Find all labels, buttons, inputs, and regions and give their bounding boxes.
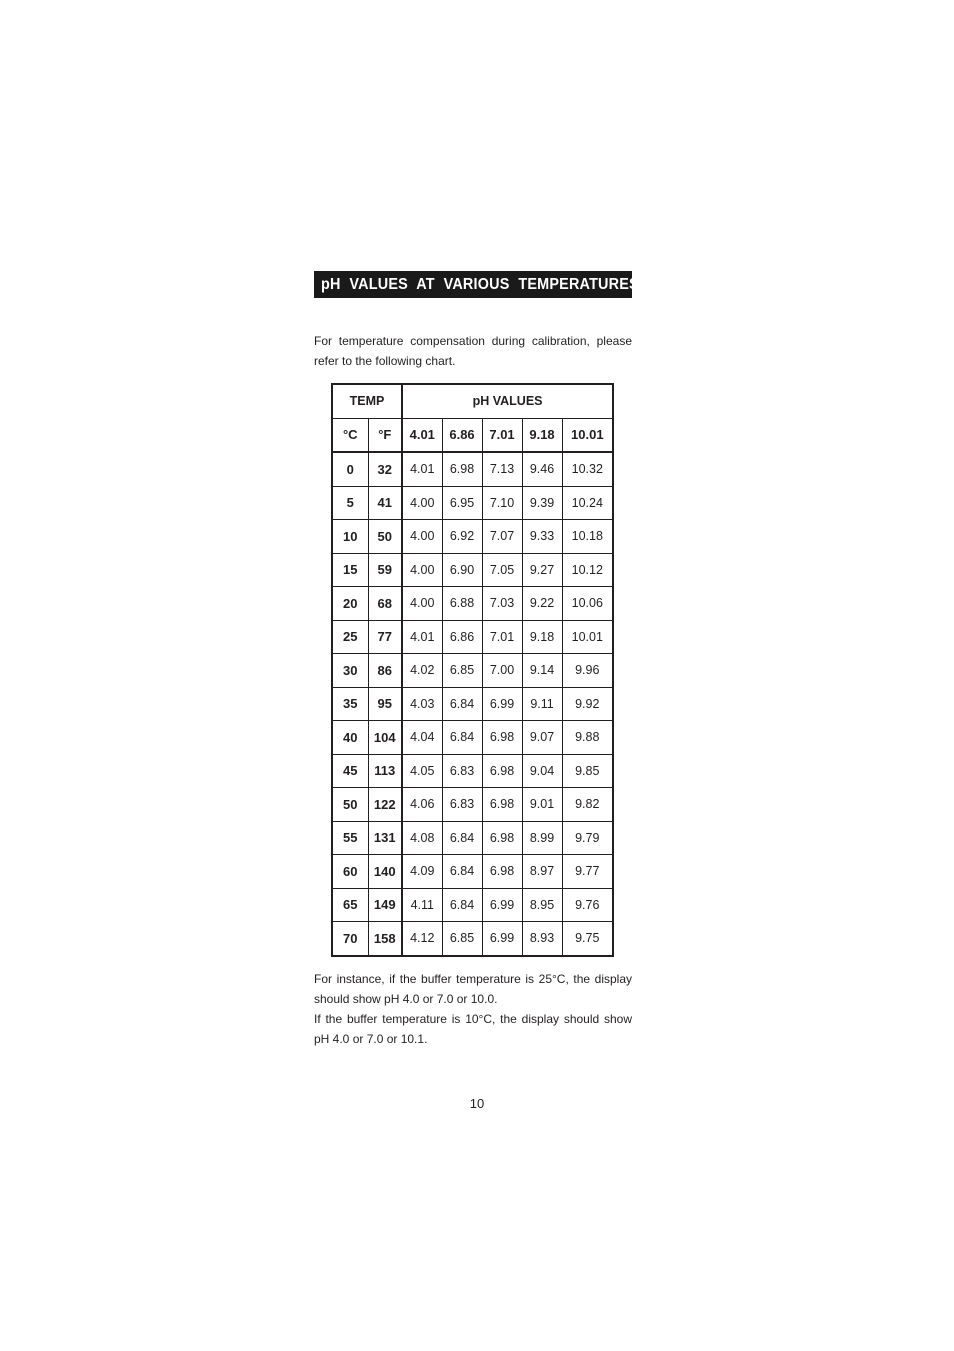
cell-ph-10-01: 10.01 (562, 620, 613, 654)
cell-ph-7-01: 7.03 (482, 587, 522, 621)
cell-ph-7-01: 6.98 (482, 855, 522, 889)
cell-ph-9-18: 9.14 (522, 654, 562, 688)
cell-celsius: 55 (332, 821, 368, 855)
cell-ph-4-01: 4.01 (402, 452, 442, 486)
cell-celsius: 5 (332, 486, 368, 520)
cell-ph-4-01: 4.03 (402, 687, 442, 721)
column-header-ph-7-01: 7.01 (482, 418, 522, 452)
note-paragraph-10c: If the buffer temperature is 10°C, the display should show pH 4.0 or 7.0 or 10.1. (314, 1012, 632, 1046)
cell-ph-7-01: 7.10 (482, 486, 522, 520)
cell-ph-4-01: 4.04 (402, 721, 442, 755)
cell-fahrenheit: 86 (368, 654, 402, 688)
table-row (332, 452, 613, 486)
cell-celsius: 60 (332, 855, 368, 889)
cell-ph-7-01: 7.01 (482, 620, 522, 654)
cell-celsius: 65 (332, 888, 368, 922)
cell-ph-6-86: 6.85 (442, 654, 482, 688)
table-row (332, 888, 613, 922)
cell-ph-7-01: 7.05 (482, 553, 522, 587)
cell-celsius: 25 (332, 620, 368, 654)
table-body (332, 452, 613, 956)
cell-ph-9-18: 9.11 (522, 687, 562, 721)
cell-celsius: 10 (332, 520, 368, 554)
page-number: 10 (469, 1096, 485, 1111)
cell-ph-10-01: 9.88 (562, 721, 613, 755)
cell-ph-10-01: 9.76 (562, 888, 613, 922)
table-row (332, 687, 613, 721)
cell-celsius: 45 (332, 754, 368, 788)
cell-ph-6-86: 6.84 (442, 821, 482, 855)
section-title: pH VALUES AT VARIOUS TEMPERATURES (321, 275, 639, 293)
table-row (332, 654, 613, 688)
table-row (332, 855, 613, 889)
cell-ph-9-18: 9.22 (522, 587, 562, 621)
cell-ph-4-01: 4.11 (402, 888, 442, 922)
cell-ph-6-86: 6.84 (442, 687, 482, 721)
cell-ph-10-01: 9.75 (562, 922, 613, 956)
cell-fahrenheit: 140 (368, 855, 402, 889)
column-header-ph-10-01: 10.01 (562, 418, 613, 452)
cell-ph-9-18: 8.99 (522, 821, 562, 855)
cell-ph-4-01: 4.12 (402, 922, 442, 956)
cell-celsius: 20 (332, 587, 368, 621)
table-row (332, 821, 613, 855)
cell-ph-7-01: 6.98 (482, 821, 522, 855)
table-column-header-row (332, 418, 613, 452)
cell-ph-9-18: 9.39 (522, 486, 562, 520)
cell-fahrenheit: 122 (368, 788, 402, 822)
cell-ph-7-01: 6.99 (482, 687, 522, 721)
cell-ph-6-86: 6.95 (442, 486, 482, 520)
cell-ph-10-01: 9.92 (562, 687, 613, 721)
cell-ph-6-86: 6.98 (442, 452, 482, 486)
column-header-ph-9-18: 9.18 (522, 418, 562, 452)
temp-group-header: TEMP (332, 384, 402, 418)
table-row (332, 553, 613, 587)
cell-celsius: 40 (332, 721, 368, 755)
cell-fahrenheit: 68 (368, 587, 402, 621)
cell-ph-10-01: 9.85 (562, 754, 613, 788)
cell-ph-4-01: 4.05 (402, 754, 442, 788)
cell-ph-4-01: 4.00 (402, 587, 442, 621)
table-row (332, 520, 613, 554)
cell-ph-10-01: 9.79 (562, 821, 613, 855)
cell-ph-6-86: 6.84 (442, 721, 482, 755)
cell-ph-4-01: 4.02 (402, 654, 442, 688)
cell-ph-6-86: 6.84 (442, 855, 482, 889)
ph-values-group-header: pH VALUES (402, 384, 613, 418)
cell-fahrenheit: 32 (368, 452, 402, 486)
cell-ph-6-86: 6.90 (442, 553, 482, 587)
cell-fahrenheit: 95 (368, 687, 402, 721)
cell-fahrenheit: 77 (368, 620, 402, 654)
table-group-header-row (332, 384, 613, 418)
table-row (332, 587, 613, 621)
cell-ph-10-01: 10.12 (562, 553, 613, 587)
table-row (332, 486, 613, 520)
cell-fahrenheit: 131 (368, 821, 402, 855)
cell-ph-7-01: 7.13 (482, 452, 522, 486)
ph-temperature-table (331, 383, 614, 957)
column-header-fahrenheit: °F (368, 418, 402, 452)
cell-ph-6-86: 6.85 (442, 922, 482, 956)
cell-ph-6-86: 6.88 (442, 587, 482, 621)
cell-celsius: 50 (332, 788, 368, 822)
cell-ph-7-01: 7.07 (482, 520, 522, 554)
cell-ph-7-01: 7.00 (482, 654, 522, 688)
cell-ph-9-18: 8.93 (522, 922, 562, 956)
table-row (332, 721, 613, 755)
column-header-celsius: °C (332, 418, 368, 452)
cell-celsius: 15 (332, 553, 368, 587)
cell-ph-7-01: 6.98 (482, 788, 522, 822)
cell-ph-6-86: 6.84 (442, 888, 482, 922)
cell-ph-4-01: 4.00 (402, 520, 442, 554)
table-row (332, 788, 613, 822)
cell-ph-6-86: 6.83 (442, 754, 482, 788)
cell-ph-7-01: 6.99 (482, 922, 522, 956)
cell-ph-9-18: 9.33 (522, 520, 562, 554)
cell-fahrenheit: 50 (368, 520, 402, 554)
cell-celsius: 30 (332, 654, 368, 688)
cell-ph-9-18: 8.97 (522, 855, 562, 889)
cell-ph-4-01: 4.01 (402, 620, 442, 654)
cell-ph-10-01: 9.82 (562, 788, 613, 822)
cell-ph-9-18: 9.46 (522, 452, 562, 486)
cell-ph-10-01: 9.77 (562, 855, 613, 889)
cell-ph-6-86: 6.92 (442, 520, 482, 554)
cell-ph-4-01: 4.06 (402, 788, 442, 822)
cell-ph-7-01: 6.98 (482, 754, 522, 788)
cell-ph-6-86: 6.86 (442, 620, 482, 654)
cell-ph-9-18: 9.07 (522, 721, 562, 755)
cell-ph-9-18: 8.95 (522, 888, 562, 922)
cell-fahrenheit: 59 (368, 553, 402, 587)
cell-fahrenheit: 113 (368, 754, 402, 788)
section-title-bar (314, 271, 639, 298)
cell-ph-10-01: 9.96 (562, 654, 613, 688)
cell-ph-9-18: 9.04 (522, 754, 562, 788)
cell-celsius: 0 (332, 452, 368, 486)
cell-fahrenheit: 41 (368, 486, 402, 520)
cell-ph-7-01: 6.99 (482, 888, 522, 922)
column-header-ph-4-01: 4.01 (402, 418, 442, 452)
table-row (332, 754, 613, 788)
cell-ph-6-86: 6.83 (442, 788, 482, 822)
cell-ph-9-18: 9.01 (522, 788, 562, 822)
cell-ph-10-01: 10.32 (562, 452, 613, 486)
cell-ph-9-18: 9.27 (522, 553, 562, 587)
intro-paragraph: For temperature compensation during calibration, please refer to the following chart. (314, 334, 632, 368)
cell-fahrenheit: 104 (368, 721, 402, 755)
cell-fahrenheit: 158 (368, 922, 402, 956)
cell-ph-4-01: 4.08 (402, 821, 442, 855)
cell-ph-9-18: 9.18 (522, 620, 562, 654)
cell-fahrenheit: 149 (368, 888, 402, 922)
cell-ph-4-01: 4.00 (402, 553, 442, 587)
cell-ph-10-01: 10.18 (562, 520, 613, 554)
table-row (332, 620, 613, 654)
cell-ph-4-01: 4.09 (402, 855, 442, 889)
cell-celsius: 70 (332, 922, 368, 956)
cell-ph-10-01: 10.24 (562, 486, 613, 520)
cell-celsius: 35 (332, 687, 368, 721)
note-paragraph-25c: For instance, if the buffer temperature is 25°C, the display should show pH 4.0 or 7.0 or 10.0. (314, 972, 632, 1006)
column-header-ph-6-86: 6.86 (442, 418, 482, 452)
table-row (332, 922, 613, 956)
cell-ph-4-01: 4.00 (402, 486, 442, 520)
cell-ph-10-01: 10.06 (562, 587, 613, 621)
cell-ph-7-01: 6.98 (482, 721, 522, 755)
